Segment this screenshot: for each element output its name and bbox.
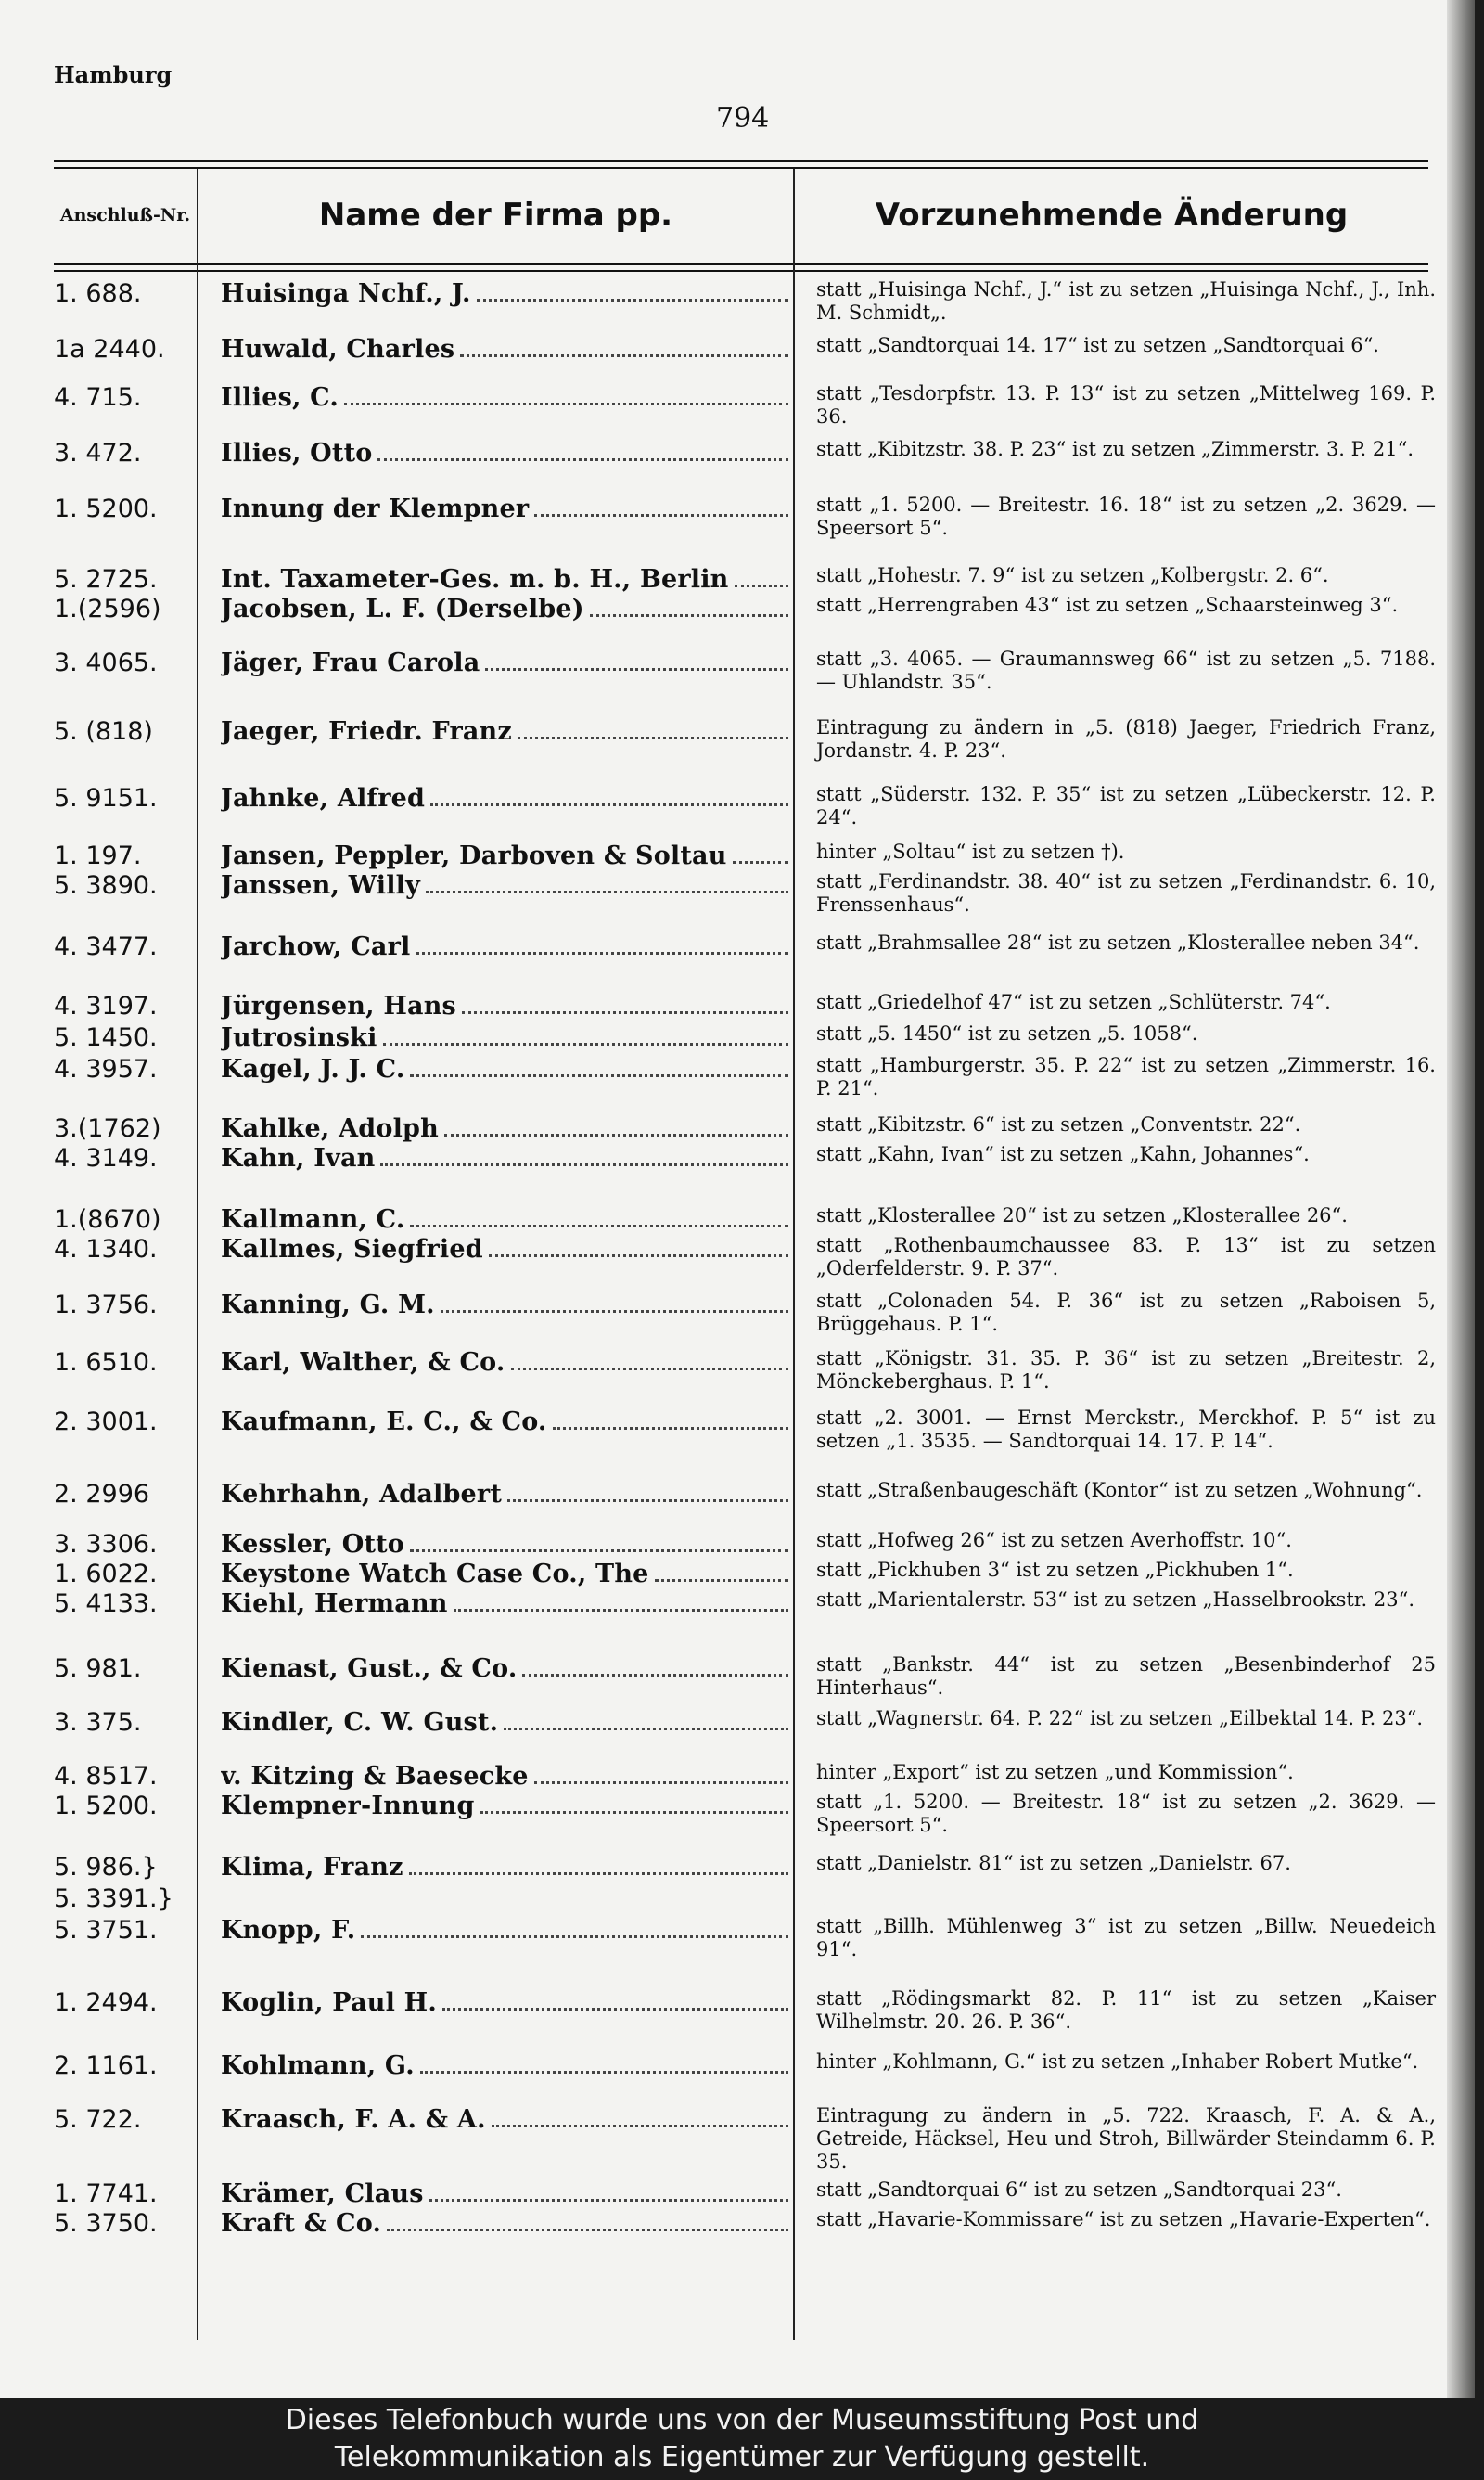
- entry-name-cell: [221, 1791, 788, 1822]
- entry-name-cell: [221, 334, 788, 366]
- entry-number: 5. 722.: [54, 2105, 142, 2134]
- entry-name-cell: [221, 1290, 788, 1321]
- leader-dots: [534, 514, 788, 517]
- entry-change: statt „3. 4065. — Graumannsweg 66“ ist zu setzen „5. 7188. — Uhlandstr. 35“.: [816, 648, 1436, 693]
- entry-number: 5. 3890.: [54, 871, 158, 900]
- entry-change: hinter „Export“ ist zu setzen „und Kommission“.: [816, 1761, 1294, 1783]
- leader-dots: [504, 1728, 788, 1730]
- entry-name-cell: [221, 1479, 788, 1510]
- entry-number: 1.(2596): [54, 595, 161, 623]
- column-header-change: Vorzunehmende Änderung: [875, 197, 1349, 234]
- leader-dots: [460, 354, 788, 357]
- leader-dots: [462, 1011, 788, 1014]
- entry-change: statt „2. 3001. — Ernst Merckstr., Merckhof. P. 5“ ist zu setzen „1. 3535. — Sandtorquai 14. 17. P. 14“.: [816, 1407, 1436, 1452]
- entry-change: statt „Herrengraben 43“ ist zu setzen „Schaarsteinweg 3“.: [816, 594, 1399, 616]
- entry-change: statt „Straßenbaugeschäft (Kontor“ ist zu setzen „Wohnung“.: [816, 1479, 1423, 1501]
- entry-name-cell: [221, 382, 788, 414]
- entry-name: Innung der Klempner: [221, 495, 530, 523]
- entry-name: Klempner-Innung: [221, 1792, 475, 1820]
- entry-name-cell: [221, 594, 788, 625]
- entry-number: 1a 2440.: [54, 335, 165, 364]
- entry-name-cell: [221, 1529, 788, 1561]
- entry-name: Jäger, Frau Carola: [221, 649, 480, 677]
- entry-name-cell: [221, 783, 788, 815]
- entry-change: statt „Rödingsmarkt 82. P. 11“ ist zu setzen „Kaiser Wilhelmstr. 20. 26. P. 36“.: [816, 1987, 1436, 2033]
- entry-change: statt „Danielstr. 81“ ist zu setzen „Danielstr. 67.: [816, 1852, 1291, 1874]
- entry-number: 5. 3751.: [54, 1916, 158, 1945]
- leader-dots: [733, 861, 788, 864]
- entry-number: 4. 1340.: [54, 1235, 158, 1264]
- entry-number: 4. 3477.: [54, 932, 158, 961]
- entry-change: statt „Hohestr. 7. 9“ ist zu setzen „Kolbergstr. 2. 6“.: [816, 564, 1329, 586]
- leader-dots: [410, 1549, 788, 1552]
- entry-name: Kiehl, Hermann: [221, 1589, 448, 1618]
- leader-dots: [492, 2125, 788, 2127]
- entry-change: statt „Billh. Mühlenweg 3“ ist zu setzen „Billw. Neuedeich 91“.: [816, 1915, 1436, 1960]
- leader-dots: [380, 1163, 788, 1166]
- entry-change: statt „Kahn, Ivan“ ist zu setzen „Kahn, Johannes“.: [816, 1143, 1310, 1165]
- entry-name: Int. Taxameter-Ges. m. b. H., Berlin: [221, 565, 729, 594]
- entry-name: Jahnke, Alfred: [221, 784, 426, 813]
- entry-change: statt „Sandtorquai 6“ ist zu setzen „Sandtorquai 23“.: [816, 2178, 1342, 2201]
- entry-name: Kraft & Co.: [221, 2209, 382, 2238]
- entry-name: Kessler, Otto: [221, 1530, 405, 1559]
- entry-name-cell: [221, 991, 788, 1022]
- entry-change: statt „Rothenbaumchaussee 83. P. 13“ ist zu setzen „Oderfelderstr. 9. P. 37“.: [816, 1234, 1436, 1279]
- entry-name: Kagel, J. J. C.: [221, 1055, 405, 1084]
- entry-change: statt „Wagnerstr. 64. P. 22“ ist zu setzen „Eilbektal 14. P. 23“.: [816, 1707, 1424, 1729]
- footer-line-2: Telekommunikation als Eigentümer zur Verfügung gestellt.: [334, 2441, 1150, 2474]
- entry-name-cell: [221, 841, 788, 872]
- leader-dots: [553, 1427, 788, 1430]
- entry-name-cell: [221, 2050, 788, 2082]
- entry-change: statt „Bankstr. 44“ ist zu setzen „Besenbinderhof 25 Hinterhaus“.: [816, 1653, 1436, 1699]
- leader-dots: [444, 1134, 788, 1137]
- entry-name-cell: [221, 1113, 788, 1145]
- entry-name-cell: [221, 2178, 788, 2210]
- entry-number: 1.(8670): [54, 1205, 161, 1234]
- leader-dots: [361, 1935, 788, 1938]
- entry-change: statt „Hofweg 26“ ist zu setzen Averhoffstr. 10“.: [816, 1529, 1292, 1551]
- leader-dots: [387, 2229, 788, 2231]
- entry-number: 5. 981.: [54, 1654, 142, 1683]
- entry-change: statt „Griedelhof 47“ ist zu setzen „Schlüterstr. 74“.: [816, 991, 1331, 1013]
- entry-change: statt „Brahmsallee 28“ ist zu setzen „Klosterallee neben 34“.: [816, 932, 1420, 954]
- entry-number: 3. 375.: [54, 1708, 142, 1737]
- page-edge-shadow: [1447, 0, 1475, 2398]
- entry-name: Kanning, G. M.: [221, 1291, 435, 1319]
- entry-change: Eintragung zu ändern in „5. 722. Kraasch, F. A. & A., Getreide, Häcksel, Heu und Stroh, Billwärder Steindamm 6. P. 35.: [816, 2104, 1436, 2173]
- entry-name-cell: [221, 1987, 788, 2019]
- entry-name-cell: [221, 1653, 788, 1685]
- header-city: Hamburg: [54, 61, 173, 88]
- entry-number: 5. 986.} 5. 3391.}: [54, 1853, 173, 1913]
- leader-dots: [377, 458, 788, 461]
- entry-name: Kaufmann, E. C., & Co.: [221, 1407, 547, 1436]
- entry-change: Eintragung zu ändern in „5. (818) Jaeger, Friedrich Franz, Jordanstr. 4. P. 23“.: [816, 716, 1436, 762]
- leader-dots: [477, 299, 788, 302]
- leader-dots: [430, 803, 788, 806]
- entry-name: Jarchow, Carl: [221, 932, 411, 961]
- entry-number: 3. 472.: [54, 439, 142, 468]
- footer-line-1: Dieses Telefonbuch wurde uns von der Museumsstiftung Post und: [285, 2404, 1199, 2436]
- entry-name: Jaeger, Friedr. Franz: [221, 717, 512, 746]
- entry-number: 4. 3957.: [54, 1055, 158, 1084]
- leader-dots: [409, 1872, 788, 1875]
- leader-dots: [441, 1310, 788, 1313]
- entry-name-cell: [221, 1559, 788, 1590]
- entry-change: statt „Ferdinandstr. 38. 40“ ist zu setzen „Ferdinandstr. 6. 10, Frenssenhaus“.: [816, 870, 1436, 916]
- entry-change: statt „Huisinga Nchf., J.“ ist zu setzen „Huisinga Nchf., J., Inh. M. Schmidt„.: [816, 278, 1436, 324]
- entry-name: Jansen, Peppler, Darboven & Soltau: [221, 842, 727, 870]
- entry-name-cell: [221, 1407, 788, 1438]
- leader-dots: [735, 585, 788, 587]
- entry-name: Koglin, Paul H.: [221, 1988, 437, 2017]
- entry-name: Huisinga Nchf., J.: [221, 279, 471, 308]
- entry-change: hinter „Soltau“ ist zu setzen †).: [816, 841, 1125, 863]
- entry-name: Knopp, F.: [221, 1916, 356, 1945]
- entry-name-cell: [221, 2104, 788, 2136]
- entry-name-cell: [221, 1707, 788, 1739]
- entry-number: 1. 5200.: [54, 495, 158, 523]
- entry-name-cell: [221, 1054, 788, 1086]
- entry-change: statt „Tesdorpfstr. 13. P. 13“ ist zu setzen „Mittelweg 169. P. 36.: [816, 382, 1436, 428]
- entry-number: 2. 1161.: [54, 2051, 158, 2080]
- entry-number: 5. 1450.: [54, 1023, 158, 1052]
- entry-name: Kehrhahn, Adalbert: [221, 1480, 503, 1509]
- column-header-name: Name der Firma pp.: [318, 197, 673, 234]
- leader-dots: [590, 614, 788, 617]
- leader-dots: [507, 1499, 788, 1502]
- leader-dots: [383, 1043, 788, 1046]
- entry-name: Illies, Otto: [221, 439, 373, 468]
- leader-dots: [410, 1074, 788, 1077]
- entry-name: Jutrosinski: [221, 1023, 377, 1052]
- entry-name-cell: [221, 1022, 788, 1054]
- leader-dots: [489, 1254, 788, 1257]
- entry-name: v. Kitzing & Baesecke: [221, 1762, 529, 1791]
- leader-dots: [442, 2008, 788, 2011]
- leader-dots: [485, 668, 788, 671]
- entry-number: 3. 3306.: [54, 1530, 158, 1559]
- entry-name-cell: [221, 870, 788, 902]
- entry-change: statt „Pickhuben 3“ ist zu setzen „Pickhuben 1“.: [816, 1559, 1294, 1581]
- leader-dots: [426, 891, 788, 893]
- entry-name: Janssen, Willy: [221, 871, 421, 900]
- entry-name-cell: [221, 1347, 788, 1379]
- leader-dots: [429, 2199, 788, 2202]
- entry-name: Keystone Watch Case Co., The: [221, 1560, 649, 1588]
- entry-name-cell: [221, 1852, 788, 1883]
- entry-number: 1. 2494.: [54, 1988, 158, 2017]
- entry-number: 4. 715.: [54, 383, 142, 412]
- entry-number: 5. (818): [54, 717, 153, 746]
- entry-number: 1. 5200.: [54, 1792, 158, 1820]
- entry-change: statt „Sandtorquai 14. 17“ ist zu setzen „Sandtorquai 6“.: [816, 334, 1379, 356]
- entry-number: 1. 6510.: [54, 1348, 158, 1377]
- leader-dots: [344, 403, 788, 405]
- entry-number: 1. 3756.: [54, 1291, 158, 1319]
- entry-number: 5. 3750.: [54, 2209, 158, 2238]
- leader-dots: [410, 1225, 788, 1227]
- leader-dots: [420, 2071, 788, 2074]
- entry-name: Kohlmann, G.: [221, 2051, 415, 2080]
- entry-name-cell: [221, 1234, 788, 1266]
- entry-name: Kallmes, Siegfried: [221, 1235, 483, 1264]
- entry-change: statt „1. 5200. — Breitestr. 16. 18“ ist zu setzen „2. 3629. — Speersort 5“.: [816, 494, 1436, 539]
- entry-number: 5. 4133.: [54, 1589, 158, 1618]
- entry-name: Huwald, Charles: [221, 335, 455, 364]
- entry-name-cell: [221, 1143, 788, 1175]
- entry-name-cell: [221, 438, 788, 469]
- entry-change: hinter „Kohlmann, G.“ ist zu setzen „Inhaber Robert Mutke“.: [816, 2050, 1419, 2073]
- entry-name-cell: [221, 1588, 788, 1620]
- entry-number: 3.(1762): [54, 1114, 161, 1143]
- entry-change: statt „Marientalerstr. 53“ ist zu setzen „Hasselbrookstr. 23“.: [816, 1588, 1415, 1611]
- entry-change: statt „Kibitzstr. 38. P. 23“ ist zu setzen „Zimmerstr. 3. P. 21“.: [816, 438, 1414, 460]
- entry-name-cell: [221, 648, 788, 679]
- entry-change: statt „1. 5200. — Breitestr. 18“ ist zu setzen „2. 3629. — Speersort 5“.: [816, 1791, 1436, 1836]
- entry-name: Klima, Franz: [221, 1853, 403, 1882]
- entry-name: Kahlke, Adolph: [221, 1114, 439, 1143]
- entry-name-cell: [221, 932, 788, 963]
- entry-name: Kienast, Gust., & Co.: [221, 1654, 518, 1683]
- entry-name: Jürgensen, Hans: [221, 992, 456, 1021]
- entry-name: Karl, Walther, & Co.: [221, 1348, 505, 1377]
- entry-change: statt „Hamburgerstr. 35. P. 22“ ist zu setzen „Zimmerstr. 16. P. 21“.: [816, 1054, 1436, 1099]
- entry-name: Kahn, Ivan: [221, 1144, 376, 1173]
- entry-number: 4. 8517.: [54, 1762, 158, 1791]
- entry-name: Jacobsen, L. F. (Derselbe): [221, 595, 584, 623]
- entry-name: Kallmann, C.: [221, 1205, 405, 1234]
- entry-change: statt „Süderstr. 132. P. 35“ ist zu setzen „Lübeckerstr. 12. P. 24“.: [816, 783, 1436, 829]
- entry-name-cell: [221, 1204, 788, 1236]
- entry-name-cell: [221, 1761, 788, 1793]
- entry-name: Illies, C.: [221, 383, 339, 412]
- entry-change: statt „Havarie-Kommissare“ ist zu setzen „Havarie-Experten“.: [816, 2208, 1431, 2230]
- leader-dots: [518, 737, 788, 739]
- entry-number: 1. 6022.: [54, 1560, 158, 1588]
- entry-number: 5. 9151.: [54, 784, 158, 813]
- entry-number: 4. 3149.: [54, 1144, 158, 1173]
- entry-name-cell: [221, 2208, 788, 2240]
- leader-dots: [454, 1609, 788, 1612]
- entry-number: 1. 197.: [54, 842, 142, 870]
- leader-dots: [480, 1811, 788, 1814]
- entry-name-cell: [221, 278, 788, 310]
- entry-number: 1. 7741.: [54, 2179, 158, 2208]
- entry-name: Kraasch, F. A. & A.: [221, 2105, 486, 2134]
- entry-number: 5. 2725.: [54, 565, 158, 594]
- entry-name-cell: [221, 494, 788, 525]
- leader-dots: [655, 1579, 788, 1582]
- entry-name: Kindler, C. W. Gust.: [221, 1708, 499, 1737]
- entry-number: 2. 3001.: [54, 1407, 158, 1436]
- leader-dots: [511, 1368, 788, 1370]
- entry-number: 2. 2996: [54, 1480, 150, 1509]
- entry-name-cell: [221, 1915, 788, 1947]
- entry-name-cell: [221, 564, 788, 596]
- entry-change: statt „Colonaden 54. P. 36“ ist zu setzen „Raboisen 5, Brüggehaus. P. 1“.: [816, 1290, 1436, 1335]
- leader-dots: [534, 1781, 788, 1784]
- leader-dots: [416, 952, 788, 955]
- entry-change: statt „5. 1450“ ist zu setzen „5. 1058“.: [816, 1022, 1198, 1045]
- entry-name: Krämer, Claus: [221, 2179, 424, 2208]
- column-header-nr: Anschluß-Nr.: [59, 205, 191, 225]
- entry-number: 4. 3197.: [54, 992, 158, 1021]
- leader-dots: [522, 1674, 788, 1677]
- footer-notice: [0, 2398, 1484, 2480]
- entry-number: 3. 4065.: [54, 649, 158, 677]
- entry-change: statt „Kibitzstr. 6“ ist zu setzen „Conventstr. 22“.: [816, 1113, 1301, 1136]
- entry-change: statt „Königstr. 31. 35. P. 36“ ist zu setzen „Breitestr. 2, Mönckeberghaus. P. 1“.: [816, 1347, 1436, 1393]
- entry-name-cell: [221, 716, 788, 748]
- page-number: 794: [716, 102, 770, 135]
- entry-change: statt „Klosterallee 20“ ist zu setzen „Klosterallee 26“.: [816, 1204, 1348, 1227]
- entry-number: 1. 688.: [54, 279, 142, 308]
